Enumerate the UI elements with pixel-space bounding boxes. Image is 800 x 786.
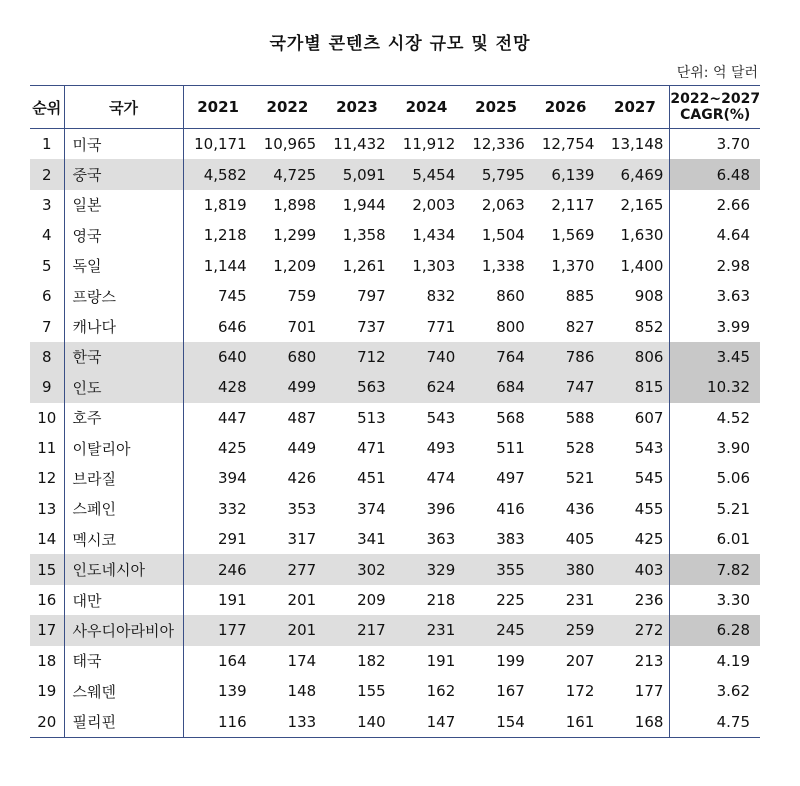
table-row: [30, 129, 760, 160]
rank-cell: 10: [37, 408, 57, 427]
table-row: [30, 494, 760, 524]
value-cell-2024: 329: [392, 554, 462, 584]
header-year-2024: 2024: [392, 86, 462, 129]
country-cell: 스페인: [64, 494, 183, 524]
table-row: [30, 403, 760, 433]
value-cell-2024: 162: [426, 682, 456, 701]
table-row: [30, 372, 760, 402]
rank-cell: 19: [37, 682, 57, 701]
value-cell-2021: 1,144: [183, 251, 253, 281]
header-row: [30, 86, 760, 129]
value-cell-2022: 759: [287, 287, 317, 306]
cagr-cell: 4.19: [670, 646, 760, 676]
country-cell: 인도: [64, 372, 183, 402]
value-cell-2026: 521: [565, 469, 595, 488]
table-row: [30, 585, 760, 615]
table-row: [30, 251, 760, 281]
value-cell-2023: 182: [357, 651, 386, 670]
country-cell: 일본: [64, 190, 183, 220]
value-cell-2022: 4,725: [253, 159, 323, 189]
value-cell-2022: 277: [253, 554, 323, 584]
header-year-2027: 2027: [600, 86, 670, 129]
country-cell: 인도네시아: [64, 554, 183, 584]
value-cell-2021: 10,171: [183, 129, 253, 160]
value-cell-2021: 428: [183, 372, 253, 402]
rank-cell: 17: [30, 615, 64, 645]
value-cell-2023: 451: [357, 469, 386, 488]
value-cell-2022: 449: [287, 439, 317, 458]
value-cell-2027: 272: [600, 615, 670, 645]
value-cell-2024: 1,303: [412, 256, 456, 275]
rank-cell: 6: [41, 287, 52, 306]
value-cell-2021: 116: [183, 706, 253, 737]
table-row: [30, 311, 760, 341]
value-cell-2021: 332: [183, 494, 253, 524]
header-year-2025: 2025: [461, 86, 531, 129]
value-cell-2026: 1,569: [551, 226, 595, 245]
value-cell-2022: 133: [253, 706, 323, 737]
value-cell-2025: 5,795: [461, 159, 531, 189]
cagr-cell: 3.45: [670, 342, 760, 372]
value-cell-2025: 764: [461, 342, 531, 372]
value-cell-2023: 11,432: [333, 135, 386, 154]
value-cell-2025: 1,504: [481, 226, 525, 245]
value-cell-2024: 396: [426, 499, 456, 518]
country-cell: 독일: [64, 251, 183, 281]
value-cell-2026: 380: [531, 554, 601, 584]
value-cell-2026: 436: [565, 499, 595, 518]
country-cell: 필리핀: [64, 706, 183, 737]
value-cell-2027: 13,148: [610, 135, 664, 154]
value-cell-2026: 207: [565, 651, 595, 670]
value-cell-2026: 747: [531, 372, 601, 402]
value-cell-2025: 383: [496, 530, 525, 549]
value-cell-2023: 155: [357, 682, 386, 701]
cagr-cell: 7.82: [670, 554, 760, 584]
value-cell-2024: 543: [426, 408, 456, 427]
value-cell-2025: 355: [461, 554, 531, 584]
value-cell-2024: 147: [392, 706, 462, 737]
value-cell-2027: 852: [634, 317, 664, 336]
rank-cell: 8: [30, 342, 64, 372]
value-cell-2025: 167: [496, 682, 525, 701]
header-year-2023: 2023: [322, 86, 392, 129]
value-cell-2027: 455: [634, 499, 664, 518]
table-row: [30, 646, 760, 676]
unit-label: 단위: 억 달러: [676, 65, 758, 81]
rank-cell: 13: [37, 499, 57, 518]
value-cell-2027: 1,400: [620, 256, 664, 275]
table-row: [30, 524, 760, 554]
cagr-cell: 3.70: [670, 129, 760, 160]
value-cell-2027: 806: [600, 342, 670, 372]
table-row: [30, 159, 760, 189]
value-cell-2022: 426: [287, 469, 317, 488]
value-cell-2027: 425: [634, 530, 664, 549]
value-cell-2023: 140: [322, 706, 392, 737]
rank-cell: 15: [30, 554, 64, 584]
value-cell-2027: 168: [600, 706, 670, 737]
rank-cell: 7: [41, 317, 52, 336]
cagr-cell: 6.48: [670, 159, 760, 189]
value-cell-2024: 1,434: [412, 226, 456, 245]
country-cell: 사우디아라비아: [64, 615, 183, 645]
rank-cell: 18: [37, 651, 57, 670]
value-cell-2024: 231: [392, 615, 462, 645]
value-cell-2021: 246: [183, 554, 253, 584]
country-cell: 브라질: [64, 463, 183, 493]
cagr-cell: 5.06: [670, 463, 760, 493]
table-row: [30, 676, 760, 706]
header-country: 국가: [64, 86, 183, 129]
cagr-cell: 10.32: [670, 372, 760, 402]
value-cell-2021: 425: [183, 433, 253, 463]
value-cell-2027: 213: [634, 651, 664, 670]
rank-cell: 14: [37, 530, 57, 549]
value-cell-2026: 588: [565, 408, 595, 427]
value-cell-2025: 1,338: [481, 256, 525, 275]
rank-cell: 2: [30, 159, 64, 189]
header-year-2022: 2022: [253, 86, 323, 129]
value-cell-2025: 199: [496, 651, 525, 670]
value-cell-2024: 740: [392, 342, 462, 372]
cagr-cell: 6.28: [670, 615, 760, 645]
value-cell-2027: 908: [634, 287, 664, 306]
value-cell-2026: 2,117: [551, 195, 595, 214]
header-cagr: [670, 86, 760, 129]
rank-cell: 5: [41, 256, 52, 275]
value-cell-2027: 403: [600, 554, 670, 584]
value-cell-2024: 624: [392, 372, 462, 402]
cagr-cell: 2.66: [670, 190, 760, 220]
value-cell-2025: 2,063: [481, 195, 525, 214]
value-cell-2027: 815: [600, 372, 670, 402]
value-cell-2022: 10,965: [263, 135, 317, 154]
value-cell-2025: 225: [496, 591, 525, 610]
value-cell-2023: 1,358: [342, 226, 386, 245]
table-title: 국가별 콘텐츠 시장 규모 및 전망: [269, 34, 531, 54]
value-cell-2026: 1,370: [551, 256, 595, 275]
country-cell: 스웨덴: [64, 676, 183, 706]
value-cell-2021: 394: [183, 463, 253, 493]
table-row: [30, 554, 760, 584]
value-cell-2027: 1,630: [620, 226, 664, 245]
value-cell-2025: 154: [461, 706, 531, 737]
value-cell-2027: 6,469: [600, 159, 670, 189]
cagr-cell: 4.64: [670, 220, 760, 250]
value-cell-2023: 5,091: [322, 159, 392, 189]
value-cell-2024: 771: [426, 317, 456, 336]
value-cell-2027: 545: [634, 469, 664, 488]
value-cell-2025: 684: [461, 372, 531, 402]
value-cell-2021: 447: [183, 403, 253, 433]
table-row: [30, 190, 760, 220]
cagr-cell: 2.98: [670, 251, 760, 281]
value-cell-2024: 363: [426, 530, 456, 549]
header-cagr-line1: 2022~2027: [670, 91, 761, 107]
value-cell-2024: 218: [426, 591, 456, 610]
value-cell-2023: 209: [357, 591, 386, 610]
value-cell-2024: 832: [426, 287, 456, 306]
value-cell-2024: 2,003: [412, 195, 456, 214]
value-cell-2021: 745: [183, 281, 253, 311]
value-cell-2027: 607: [634, 408, 664, 427]
value-cell-2025: 511: [496, 439, 525, 458]
value-cell-2021: 191: [183, 585, 253, 615]
table-row: [30, 615, 760, 645]
value-cell-2026: 6,139: [531, 159, 601, 189]
value-cell-2025: 245: [461, 615, 531, 645]
country-cell: 호주: [64, 403, 183, 433]
cagr-cell: 3.63: [670, 281, 760, 311]
value-cell-2023: 217: [322, 615, 392, 645]
value-cell-2027: 177: [634, 682, 664, 701]
value-cell-2022: 174: [287, 651, 317, 670]
value-cell-2026: 885: [565, 287, 595, 306]
value-cell-2022: 1,898: [273, 195, 317, 214]
value-cell-2025: 568: [496, 408, 525, 427]
country-cell: 미국: [64, 129, 183, 160]
value-cell-2024: 493: [426, 439, 456, 458]
value-cell-2021: 291: [183, 524, 253, 554]
cagr-cell: 4.52: [670, 403, 760, 433]
value-cell-2026: 405: [565, 530, 595, 549]
value-cell-2026: 827: [565, 317, 595, 336]
value-cell-2023: 513: [357, 408, 386, 427]
value-cell-2026: 528: [565, 439, 595, 458]
value-cell-2023: 1,944: [342, 195, 386, 214]
value-cell-2025: 800: [496, 317, 525, 336]
value-cell-2026: 259: [531, 615, 601, 645]
value-cell-2026: 231: [565, 591, 595, 610]
value-cell-2023: 712: [322, 342, 392, 372]
value-cell-2026: 786: [531, 342, 601, 372]
value-cell-2025: 416: [496, 499, 525, 518]
value-cell-2022: 680: [253, 342, 323, 372]
value-cell-2022: 1,209: [273, 256, 317, 275]
value-cell-2023: 1,261: [342, 256, 386, 275]
value-cell-2025: 860: [496, 287, 525, 306]
table-body: [30, 129, 760, 738]
rank-cell: 16: [37, 591, 57, 610]
table-row: [30, 342, 760, 372]
value-cell-2022: 148: [287, 682, 317, 701]
table-row: [30, 281, 760, 311]
value-cell-2022: 353: [287, 499, 317, 518]
header-cagr-line2: CAGR(%): [680, 107, 751, 123]
value-cell-2023: 341: [357, 530, 386, 549]
value-cell-2026: 12,754: [541, 135, 595, 154]
value-cell-2023: 374: [357, 499, 386, 518]
table-row: [30, 463, 760, 493]
value-cell-2026: 161: [531, 706, 601, 737]
table-row: [30, 220, 760, 250]
value-cell-2025: 497: [496, 469, 525, 488]
cagr-cell: 6.01: [670, 524, 760, 554]
value-cell-2023: 302: [322, 554, 392, 584]
value-cell-2022: 1,299: [273, 226, 317, 245]
country-cell: 프랑스: [64, 281, 183, 311]
value-cell-2021: 164: [183, 646, 253, 676]
value-cell-2021: 177: [183, 615, 253, 645]
value-cell-2023: 797: [357, 287, 386, 306]
country-cell: 한국: [64, 342, 183, 372]
country-cell: 중국: [64, 159, 183, 189]
value-cell-2024: 11,912: [402, 135, 456, 154]
cagr-cell: 4.75: [670, 706, 760, 737]
value-cell-2024: 191: [426, 651, 456, 670]
value-cell-2021: 640: [183, 342, 253, 372]
value-cell-2022: 499: [253, 372, 323, 402]
value-cell-2027: 2,165: [620, 195, 664, 214]
value-cell-2027: 236: [634, 591, 664, 610]
value-cell-2022: 201: [287, 591, 317, 610]
cagr-cell: 5.21: [670, 494, 760, 524]
value-cell-2021: 646: [183, 311, 253, 341]
rank-cell: 4: [41, 226, 52, 245]
country-cell: 태국: [64, 646, 183, 676]
value-cell-2023: 563: [322, 372, 392, 402]
content-market-table: [30, 85, 760, 738]
country-cell: 캐나다: [64, 311, 183, 341]
rank-cell: 3: [41, 195, 52, 214]
cagr-cell: 3.62: [670, 676, 760, 706]
value-cell-2027: 543: [634, 439, 664, 458]
value-cell-2022: 317: [287, 530, 317, 549]
header-year-2026: 2026: [531, 86, 601, 129]
table-row: [30, 706, 760, 737]
value-cell-2024: 474: [426, 469, 456, 488]
rank-cell: 12: [37, 469, 57, 488]
cagr-cell: 3.30: [670, 585, 760, 615]
country-cell: 이탈리아: [64, 433, 183, 463]
value-cell-2026: 172: [565, 682, 595, 701]
rank-cell: 20: [30, 706, 64, 737]
value-cell-2021: 139: [183, 676, 253, 706]
rank-cell: 9: [30, 372, 64, 402]
value-cell-2021: 1,819: [183, 190, 253, 220]
country-cell: 영국: [64, 220, 183, 250]
header-rank: 순위: [30, 86, 64, 129]
value-cell-2022: 487: [287, 408, 317, 427]
value-cell-2021: 4,582: [183, 159, 253, 189]
table-row: [30, 433, 760, 463]
cagr-cell: 3.90: [670, 433, 760, 463]
value-cell-2025: 12,336: [472, 135, 525, 154]
value-cell-2022: 201: [253, 615, 323, 645]
value-cell-2024: 5,454: [392, 159, 462, 189]
header-year-2021: 2021: [183, 86, 253, 129]
value-cell-2023: 471: [357, 439, 386, 458]
value-cell-2022: 701: [287, 317, 317, 336]
cagr-cell: 3.99: [670, 311, 760, 341]
value-cell-2023: 737: [357, 317, 386, 336]
country-cell: 대만: [64, 585, 183, 615]
country-cell: 멕시코: [64, 524, 183, 554]
value-cell-2021: 1,218: [183, 220, 253, 250]
rank-cell: 1: [41, 135, 52, 154]
rank-cell: 11: [37, 439, 57, 458]
